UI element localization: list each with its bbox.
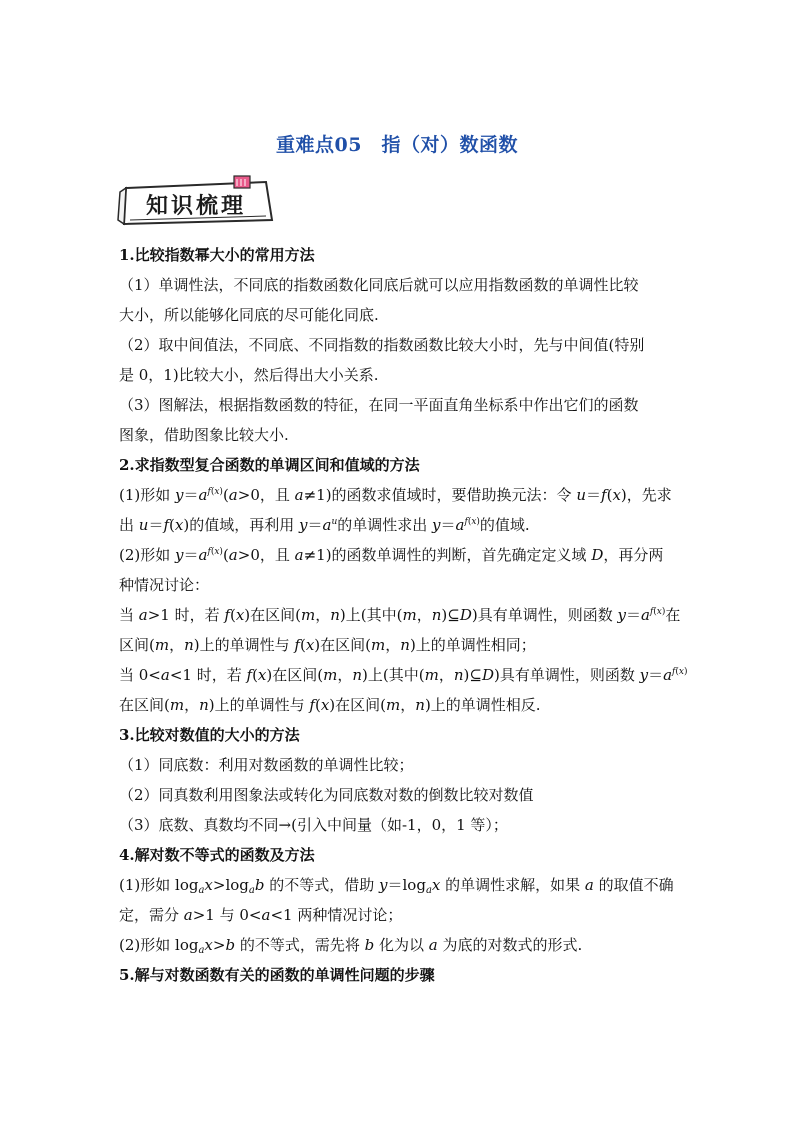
- text-line: 出 u＝f(x)的值域，再利用 $y=a^u$的单调性求出 $y=a^{f(x)}$的值域.: [119, 516, 530, 534]
- page-title: 重难点05 指（对）数函数: [276, 134, 518, 156]
- section-heading: 3.比较对数值的大小的方法: [119, 726, 300, 744]
- section-heading: 1.比较指数幂大小的常用方法: [119, 246, 315, 264]
- section-badge: [116, 176, 276, 228]
- text-line: 是 0，1)比较大小，然后得出大小关系.: [119, 366, 379, 384]
- section-heading: 4.解对数不等式的函数及方法: [119, 846, 315, 864]
- text-line: （3）底数、真数均不同→(引入中间量（如-1，0，1 等）；: [119, 816, 508, 834]
- text-line: 种情况讨论：: [119, 576, 210, 594]
- document-body: [119, 240, 688, 990]
- section-heading: 2.求指数型复合函数的单调区间和值域的方法: [119, 456, 420, 474]
- text-line: （2）取中间值法，不同底、不同指数的指数函数比较大小时，先与中间值(特别: [119, 336, 645, 354]
- text-line: （2）同真数利用图象法或转化为同底数对数的倒数比较对数值: [119, 786, 534, 804]
- badge-label: 知识梳理: [145, 193, 246, 219]
- text-line: 当 a>1 时，若 f(x)在区间(m，n)上(其中(m，n)⊆D)具有单调性，则函数 $y=a^{f(x)}$在: [119, 606, 681, 624]
- text-line: (1)形如 $y=a^{f(x)}(a>0$，且 a≠1)的函数求值域时，要借助换元法：令 u＝f(x)，先求: [119, 486, 672, 504]
- text-line: (2)形如 $\log_ax>b$ 的不等式，需先将 b 化为以 a 为底的对数式的形式.: [119, 936, 583, 956]
- text-line: 定，需分 a>1 与 0<a<1 两种情况讨论；: [119, 906, 403, 924]
- text-line: （1）同底数：利用对数函数的单调性比较；: [119, 756, 414, 774]
- text-line: 区间(m，n)上的单调性与 f(x)在区间(m，n)上的单调性相同；: [119, 636, 536, 654]
- text-line: 大小，所以能够化同底的尽可能化同底.: [119, 306, 379, 324]
- text-line: (2)形如 $y=a^{f(x)}(a>0$，且 a≠1)的函数单调性的判断，首先确定定义域 D，再分两: [119, 546, 664, 564]
- text-line: 图象，借助图象比较大小.: [119, 426, 289, 444]
- section-heading: 5.解与对数函数有关的函数的单调性问题的步骤: [119, 966, 435, 984]
- text-line: (1)形如 $\log_ax>\log_ab$ 的不等式，借助 $y=\log_ax$ 的单调性求解，如果 a 的取值不确: [119, 876, 674, 896]
- text-line: 当 0<a<1 时，若 f(x)在区间(m，n)上(其中(m，n)⊆D)具有单调性，则函数 $y=a^{f(x)}$: [119, 666, 688, 684]
- text-line: （3）图解法，根据指数函数的特征，在同一平面直角坐标系中作出它们的函数: [119, 396, 639, 414]
- text-line: （1）单调性法，不同底的指数函数化同底后就可以应用指数函数的单调性比较: [119, 276, 639, 294]
- text-line: 在区间(m，n)上的单调性与 f(x)在区间(m，n)上的单调性相反.: [119, 696, 541, 714]
